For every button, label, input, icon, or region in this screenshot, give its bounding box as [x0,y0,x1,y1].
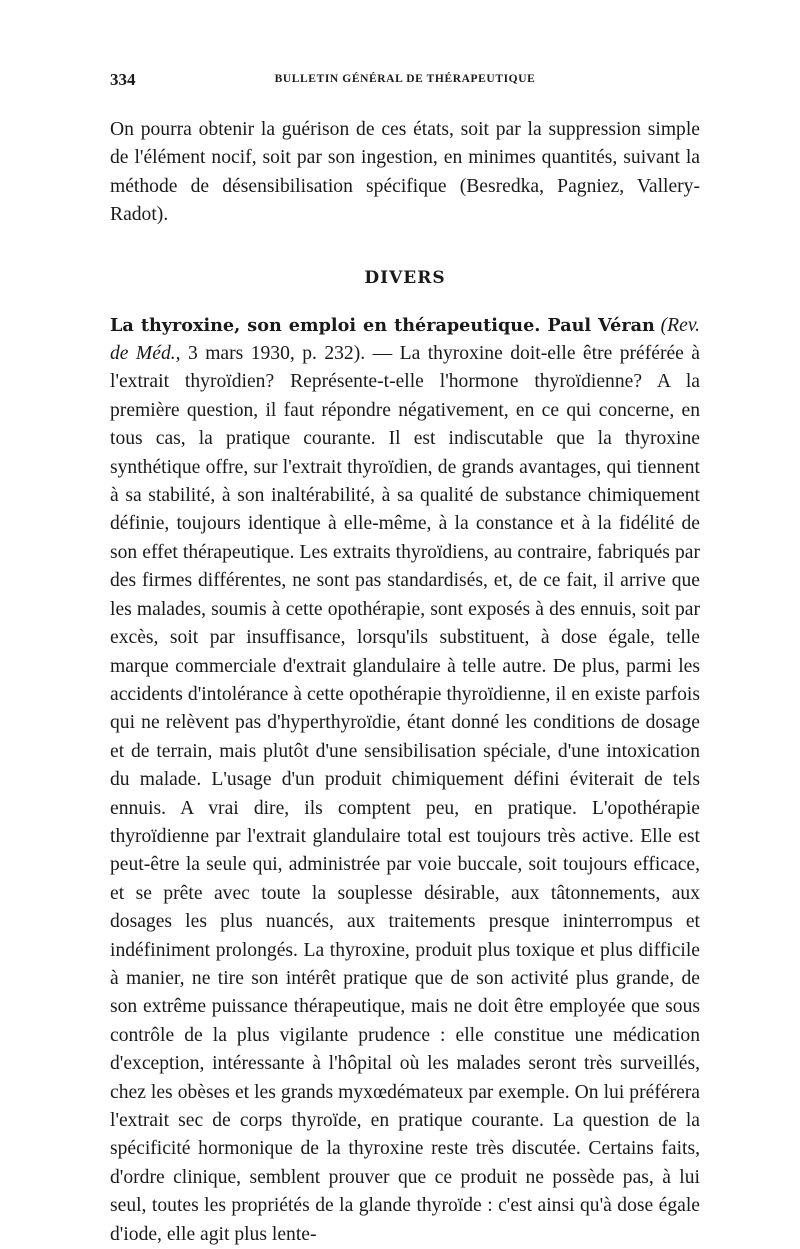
article-title: La thyroxine, son emploi en thérapeutique. Paul Véran [110,314,655,336]
article-reference-journal: (Rev. de Méd., [110,314,700,365]
page-number: 334 [110,70,136,89]
intro-paragraph: On pourra obtenir la guérison de ces états, soit par la suppression simple de l'élément nocif, soit par son ingestion, en minimes quantités, suivant la méthode de désensibilisation spécifique (Besredka, Pagniez, Vallery-Radot). [110,119,700,226]
article-text: La thyroxine doit-elle être préférée à l'extrait thyroïdien? Représente-t-elle l'hormone thyroïdienne? A la première question, il faut répondre négativement, en ce qui concerne, en tous cas, la pratique courante. Il est indiscutable que la thyroxine synthétique offre, sur l'extrait thyroïdien, de grands avantages, qui tiennent à sa stabilité, à son inaltérabilité, à sa qualité de substance chimiquement définie, toujours identique à elle-même, à la constance et à la fidélité de son effet thérapeutique. Les extraits thyroïdiens, au contraire, fabriqués par des firmes différentes, ne sont pas standardisés, et, de ce fait, il arrive que les malades, soumis à cette opothérapie, sont exposés à des ennuis, soit par excès, soit par insuffisance, lorsqu'ils substituent, à dose égale, telle marque commerciale d'extrait glandulaire à telle autre. De plus, parmi les accidents d'intolérance à cette opothérapie thyroïdienne, il en existe parfois qui ne relèvent pas d'hyperthyroïdie, étant donné les conditions de dosage et de terrain, mais plutôt d'une sensibilisation spéciale, d'une intoxication du malade. L'usage d'un produit chimiquement défini éviterait de tels ennuis. A vrai dire, ils comptent peu, en pratique. L'opothérapie thyroïdienne par l'extrait glandulaire total est toujours très active. Elle est peut-être la seule qui, administrée par voie buccale, soit toujours efficace, et se prête avec toute la souplesse désirable, aux tâtonnements, aux dosages les plus nuancés, aux traitements presque ininterrompus et indéfiniment prolongés. La thyroxine, produit plus toxique et plus difficile à manier, ne tire son intérêt pratique que de son activité plus grande, de son extrême puissance thérapeutique, mais ne doit être employée que sous contrôle de la plus vigilante prudence : elle constitue une médication d'exception, intéressante à l'hôpital où les malades seront très surveillés, chez les obèses et les grands myxœdémateux par exemple. On lui préférera l'extrait sec de corps thyroïde, en pratique courante. La question de la spécificité hormonique de la thyroxine reste très discutée. Certains faits, d'ordre clinique, semblent prouver que ce produit ne possède pas, à lui seul, toutes les propriétés de la glande thyroïde : c'est ainsi qu'à dose égale d'iode, elle agit plus lente- [110,343,701,1245]
document-page [110,70,700,1249]
running-header [110,70,700,92]
section-heading: DIVERS [364,267,446,288]
journal-title: BULLETIN GÉNÉRAL DE THÉRAPEUTIQUE [274,73,536,85]
body-text [110,116,700,1249]
article-paragraph [110,312,700,1249]
article-reference-details: 3 mars 1930, p. 232). — [180,343,393,365]
